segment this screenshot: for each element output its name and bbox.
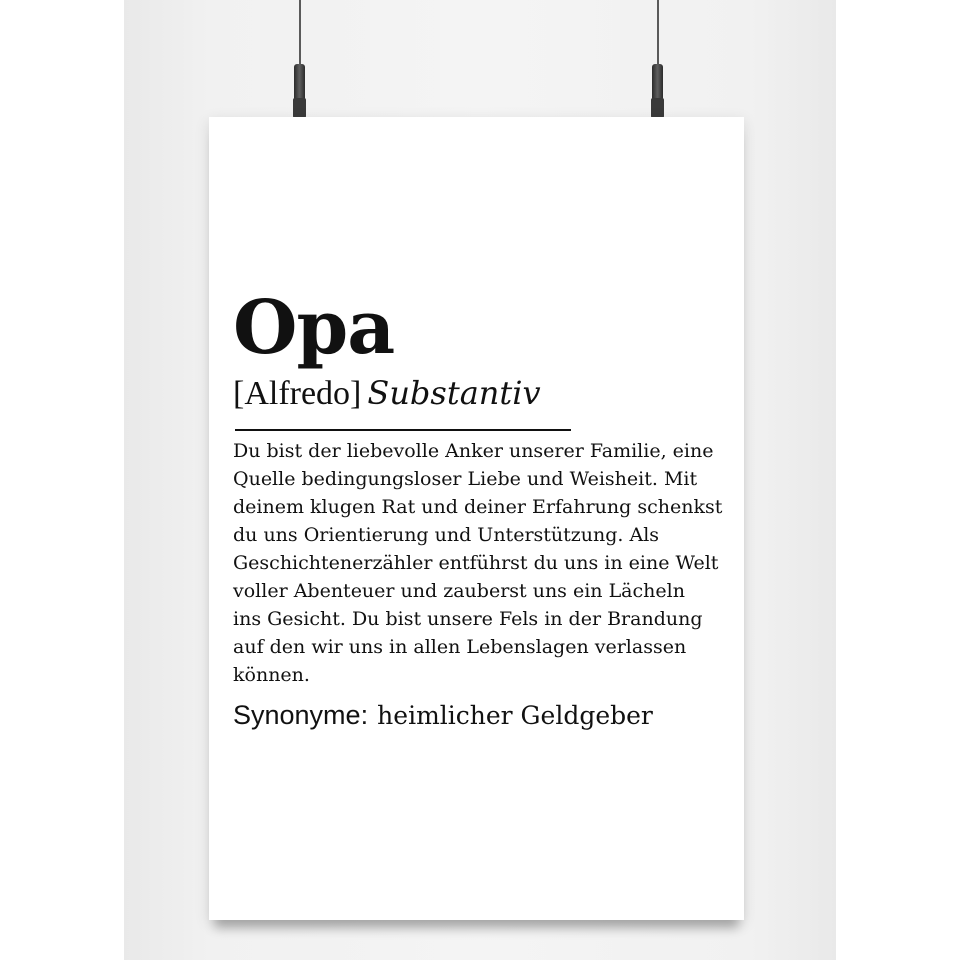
poster-subtitle: [233, 371, 733, 421]
definition-line: du uns Orientierung und Unterstützung. Als: [233, 524, 660, 546]
definition-line: auf den wir uns in allen Lebenslagen verlassen: [233, 636, 687, 658]
definition-line: können.: [233, 664, 310, 686]
definition-line: Du bist der liebevolle Anker unserer Familie, eine: [233, 440, 714, 462]
definition-line: deinem klugen Rat und deiner Erfahrung schenkst: [233, 496, 723, 518]
clip-jaw-left: [293, 98, 306, 118]
poster-content: [233, 287, 733, 737]
poster-definition: [233, 437, 733, 689]
clip-jaw-right: [651, 98, 664, 118]
definition-line: voller Abenteuer und zauberst uns ein Lächeln: [233, 580, 685, 602]
synonyms-label: Synonyme:: [233, 700, 369, 730]
hanging-wire-left: [299, 0, 301, 68]
poster-name: [Alfredo]: [233, 375, 362, 412]
definition-line: Geschichtenerzähler entführst du uns in eine Welt: [233, 552, 719, 574]
poster-synonyms: [233, 697, 733, 737]
synonyms-value: heimlicher Geldgeber: [377, 701, 653, 730]
divider-rule: [235, 429, 571, 431]
poster-part-of-speech: Substantiv: [367, 374, 541, 412]
poster: [209, 117, 744, 920]
hanging-wire-right: [657, 0, 659, 68]
definition-line: ins Gesicht. Du bist unsere Fels in der Brandung: [233, 608, 703, 630]
definition-line: Quelle bedingungsloser Liebe und Weisheit. Mit: [233, 468, 698, 490]
poster-word: Opa: [233, 285, 395, 371]
